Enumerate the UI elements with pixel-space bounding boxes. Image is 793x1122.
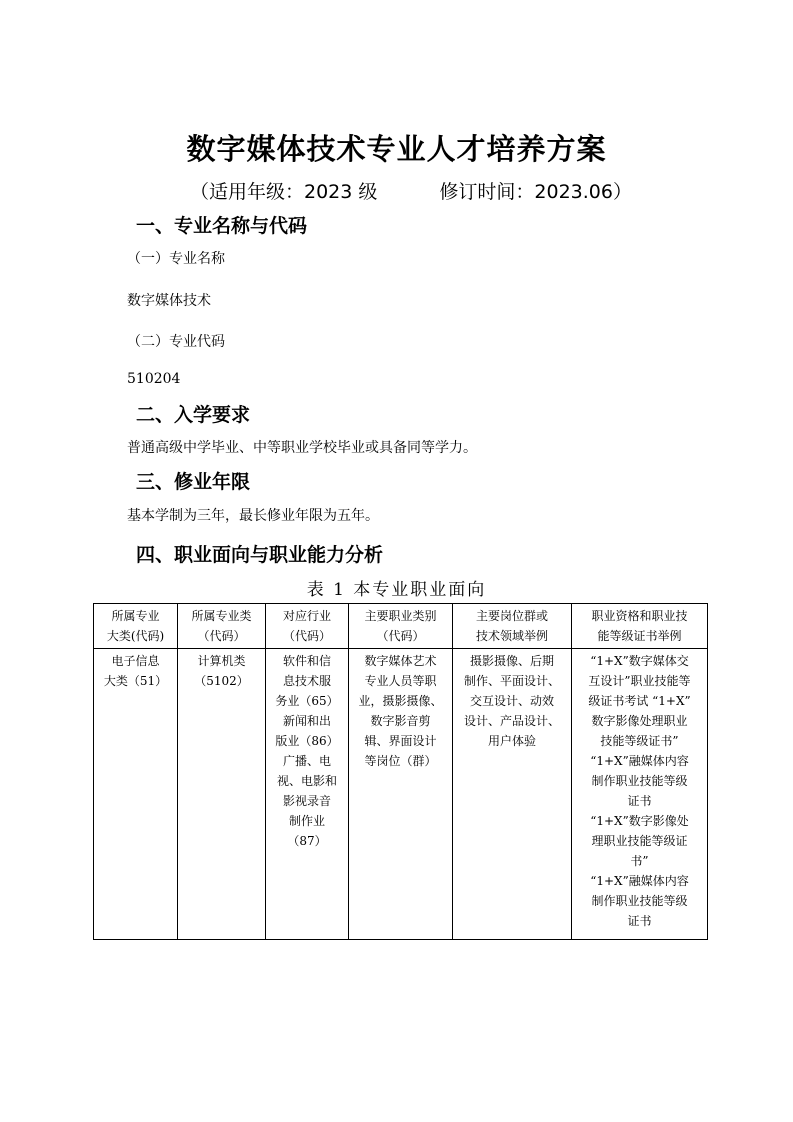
header-certificates: 职业资格和职业技 能等级证书举例 [572,604,708,649]
study-duration-text: 基本学制为三年，最长修业年限为五年。 [127,508,379,524]
major-code-value: 510204 [127,371,181,387]
table-caption: 表 1 本专业职业面向 [306,580,487,600]
major-name-value: 数字媒体技术 [127,293,211,309]
cell-major-class: 计算机类 （5102） [178,649,266,940]
revision-date: 修订时间：2023.06） [439,181,632,203]
header-job-groups: 主要岗位群或 技术领域举例 [453,604,572,649]
section-4-heading: 四、职业面向与职业能力分析 [136,544,384,566]
table-header-row [94,604,708,649]
cell-industry: 软件和信 息技术服 务业（65） 新闻和出 版业（86） 广播、电 视、电影和 影视录音 制作业 （87） [266,649,349,940]
table-row [94,649,708,940]
header-major-category: 所属专业 大类(代码) [94,604,178,649]
major-code-label: （二）专业代码 [127,334,225,350]
section-3-heading: 三、修业年限 [136,471,251,493]
applicable-grade: （适用年级：2023 级 [190,181,378,203]
cell-occupation-category: 数字媒体艺术 专业人员等职 业，摄影摄像、 数字影音剪 辑、界面设计 等岗位（群） [349,649,453,940]
cell-major-category: 电子信息 大类（51） [94,649,178,940]
cell-job-groups: 摄影摄像、后期 制作、平面设计、 交互设计、动效 设计、产品设计、 用户体验 [453,649,572,940]
major-name-label: （一）专业名称 [127,251,225,267]
header-industry: 对应行业 （代码） [266,604,349,649]
document-subtitle [190,177,632,204]
header-major-class: 所属专业类 （代码） [178,604,266,649]
occupation-table [93,603,708,940]
cell-certificates: “1+X”数字媒体交 互设计”职业技能等 级证书考试 “1+X” 数字影像处理职业 技能等级证书” “1+X”融媒体内容 制作职业技能等级 证书 “1+X”数字影像处 理职业技能等级证 书” “1+X”融媒体内容 制作职业技能等级 证书 [572,649,708,940]
section-1-heading: 一、专业名称与代码 [136,215,308,237]
document-title: 数字媒体技术专业人才培养方案 [186,132,607,166]
section-2-heading: 二、入学要求 [136,404,251,426]
header-occupation-category: 主要职业类别 （代码） [349,604,453,649]
admission-requirement-text: 普通高级中学毕业、中等职业学校毕业或具备同等学力。 [127,440,477,456]
